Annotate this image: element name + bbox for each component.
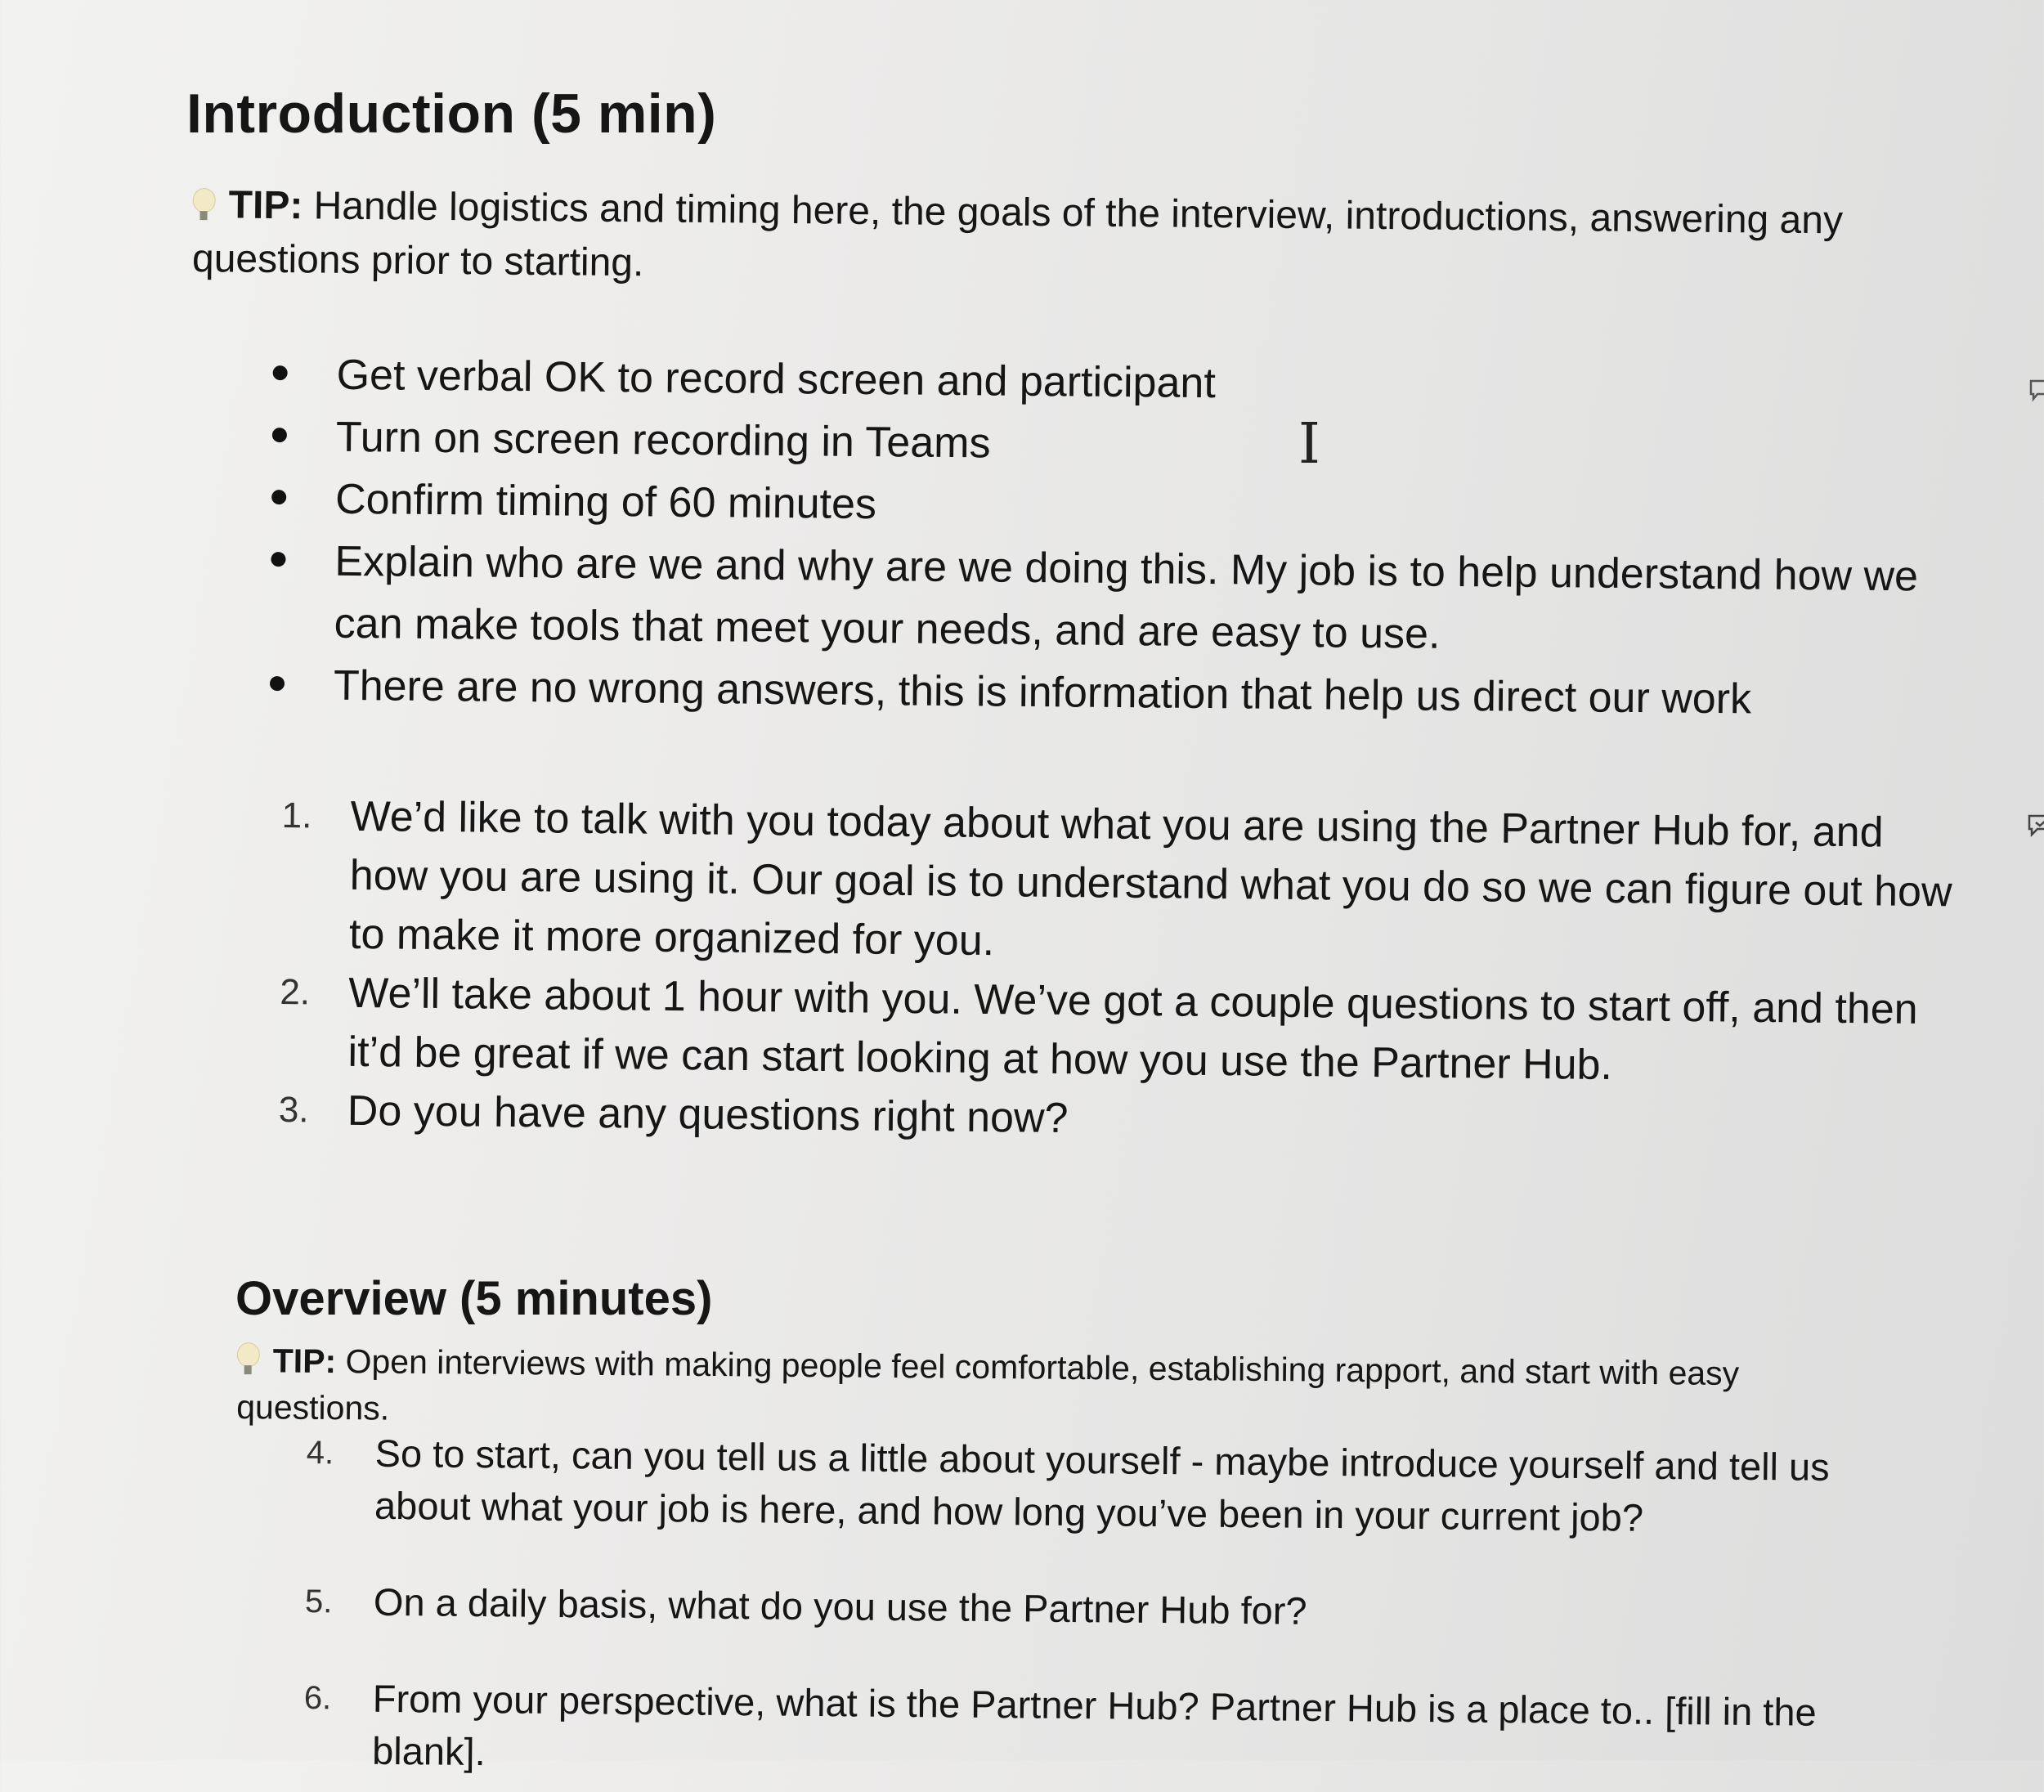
add-comment-icon[interactable]: [2028, 813, 2044, 837]
intro-bullet-list: [267, 343, 1972, 732]
list-item: 3. Do you have any questions right now?: [278, 1086, 1069, 1143]
lightbulb-icon: [237, 1342, 258, 1375]
tip-text: Open interviews with making people feel comfortable, establishing rapport, and start with easy questions.: [236, 1342, 1740, 1427]
tip-label: TIP:: [228, 183, 303, 228]
list-item: 4. So to start, can you tell us a little about yourself - maybe introduce yourself and tell us about what your job is here, and how long you’ve been in your current job?: [306, 1431, 1830, 1539]
list-item: Explain who are we and why are we doing this. My job is to help understand how we can make tools that meet your needs, and are easy to use.: [267, 530, 1970, 670]
text-cursor-icon: I: [1298, 412, 1320, 477]
list-item: Confirm timing of 60 minutes: [268, 468, 1971, 546]
list-item: There are no wrong answers, this is information that help us direct our work: [267, 654, 1970, 732]
tip-label: TIP:: [272, 1342, 337, 1381]
intro-heading: Introduction (5 min): [186, 83, 717, 145]
list-item: 6. From your perspective, what is the Partner Hub? Partner Hub is a place to.. [fill in the blank].: [303, 1676, 1817, 1774]
list-item: 5. On a daily basis, what do you use the Partner Hub for?: [304, 1579, 1307, 1633]
list-item: Get verbal OK to record screen and participant: [269, 343, 1972, 422]
bullet-icon: [271, 552, 285, 567]
bullet-icon: [272, 428, 287, 442]
overview-heading: Overview (5 minutes): [235, 1272, 713, 1325]
bullet-icon: [271, 490, 286, 504]
list-item: 2. We’ll take about 1 hour with you. We’ve got a couple questions to start off, and then it’d be great if we can start looking at how you use the Partner Hub.: [280, 969, 1918, 1090]
list-item: Turn on screen recording in Teams: [269, 405, 1972, 484]
intro-question-list: [278, 786, 1952, 1157]
lightbulb-icon: [193, 188, 214, 221]
list-item: 1. We’d like to talk with you today about what you are using the Partner Hub for, and how you are using it. Our goal is to understand what you do so we can figure out how to make it more organized for you.: [281, 792, 1952, 965]
bullet-icon: [270, 676, 285, 691]
tip-text: Handle logistics and timing here, the goals of the interview, introductions, answering any questions prior to starting.: [191, 184, 1844, 285]
intro-tip: [192, 178, 1845, 302]
bullet-icon: [273, 365, 288, 380]
overview-question-list: [303, 1427, 1912, 1792]
add-comment-icon[interactable]: [2029, 378, 2044, 402]
